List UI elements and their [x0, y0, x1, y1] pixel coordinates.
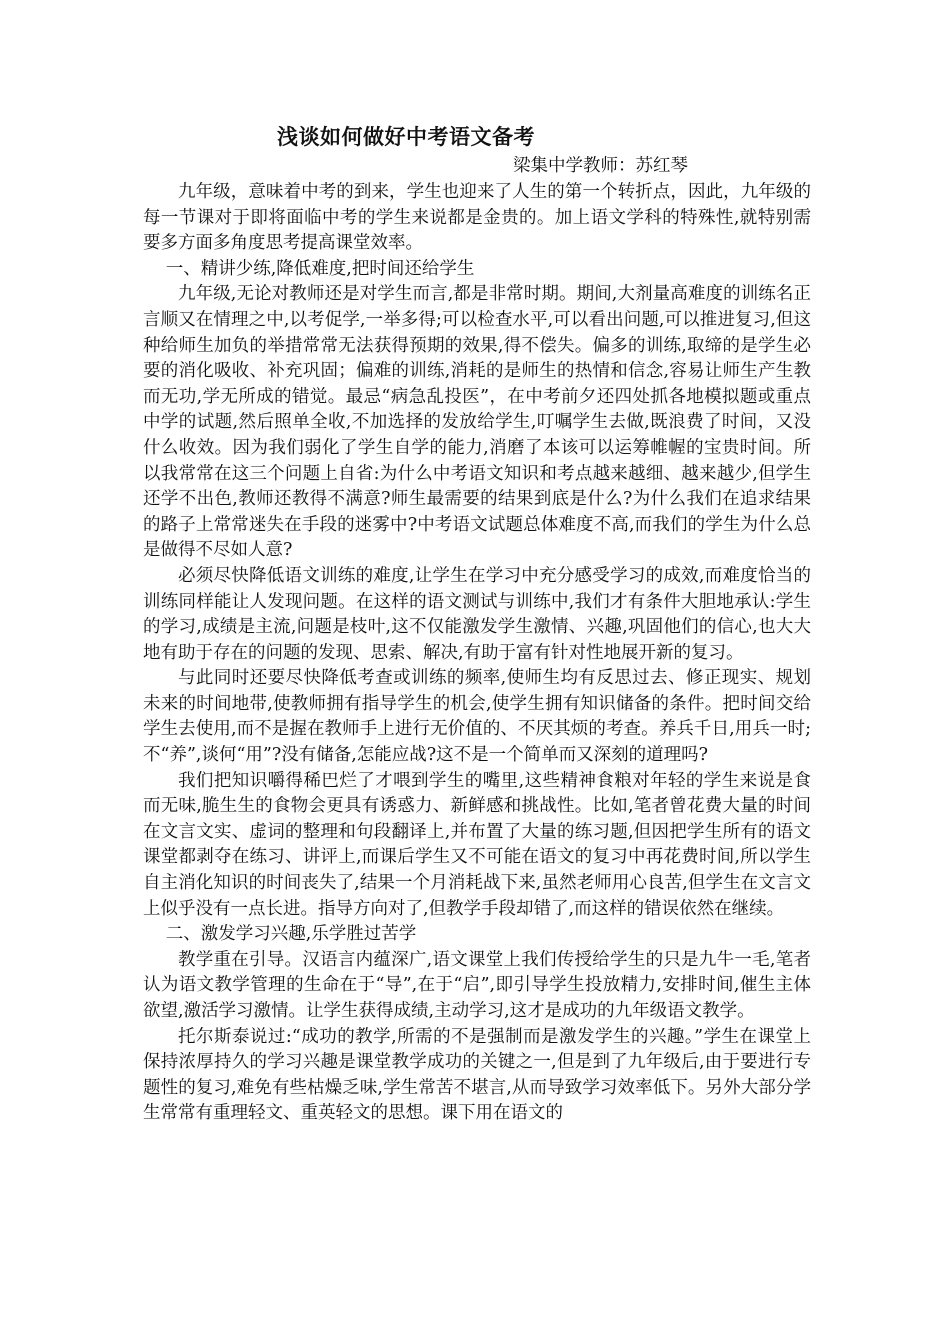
section-1-paragraph-2: 必须尽快降低语文训练的难度,让学生在学习中充分感受学习的成效,而难度恰当的训练同样能让人发现问题。在这样的语文测试与训练中,我们才有条件大胆地承认:学生的学习,成绩是主流,问题是枝叶,这不仅能激发学生激情、兴趣,巩固他们的信心,也大大地有助于存在的问题的发现、思索、解决,有助于富有针对性地展开新的复习。	[143, 565, 811, 663]
document-page	[143, 120, 811, 1127]
section-1-paragraph-3: 与此同时还要尽快降低考查或训练的频率,使师生均有反思过去、修正现实、规划未来的时间地带,使教师拥有指导学生的机会,使学生拥有知识储备的条件。把时间交给学生去使用,而不是握在教师手上进行无价值的、不厌其烦的考查。养兵千日,用兵一时;不“养”,谈何“用”?没有储备,怎能应战?这不是一个简单而又深刻的道理吗?	[143, 668, 811, 766]
section-1-heading: 一、精讲少练,降低难度,把时间还给学生	[165, 258, 475, 279]
section-2-heading: 二、激发学习兴趣,乐学胜过苦学	[165, 924, 417, 945]
section-1-paragraph-1: 九年级,无论对教师还是对学生而言,都是非常时期。期间,大剂量高难度的训练名正言顺又在情理之中,以考促学,一举多得;可以检查水平,可以看出问题,可以推进复习,但这种给师生加负的举措常常无法获得预期的效果,得不偿失。偏多的训练,取缔的是学生必要的消化吸收、补充巩固；偏难的训练,消耗的是师生的热情和信念,容易让师生产生教而无功,学无所成的错觉。最忌“病急乱投医”，在中考前夕还四处抓各地模拟题或重点中学的试题,然后照单全收,不加选择的发放给学生,叮嘱学生去做,既浪费了时间，又没什么收效。因为我们弱化了学生自学的能力,消磨了本该可以运筹帷幄的宝贵时间。所以我常常在这三个问题上自省:为什么中考语文知识和考点越来越细、越来越少,但学生还学不出色,教师还教得不满意?师生最需要的结果到底是什么?为什么我们在追求结果的路子上常常迷失在手段的迷雾中?中考语文试题总体难度不高,而我们的学生为什么总是做得不尽如人意?	[143, 284, 811, 561]
section-2-paragraph-1: 教学重在引导。汉语言内蕴深广,语文课堂上我们传授给学生的只是九牛一毛,笔者认为语文教学管理的生命在于“导”,在于“启”,即引导学生投放精力,安排时间,催生主体欲望,激活学习激情。让学生获得成绩,主动学习,这才是成功的九年级语文教学。	[143, 949, 811, 1021]
intro-paragraph: 九年级，意味着中考的到来，学生也迎来了人生的第一个转折点，因此，九年级的每一节课对于即将面临中考的学生来说都是金贵的。加上语文学科的特殊性,就特别需要多方面多角度思考提高课堂效率。	[143, 182, 811, 254]
author-line: 梁集中学教师：苏红琴	[513, 156, 688, 176]
section-1-paragraph-4: 我们把知识嚼得稀巴烂了才喂到学生的嘴里,这些精神食粮对年轻的学生来说是食而无味,脆生生的食物会更具有诱惑力、新鲜感和挑战性。比如,笔者曾花费大量的时间在文言文实、虚词的整理和句段翻译上,并布置了大量的练习题,但因把学生所有的语文课堂都剥夺在练习、讲评上,而课后学生又不可能在语文的复习中再花费时间,所以学生自主消化知识的时间丧失了,结果一个月消耗战下来,虽然老师用心良苦,但学生在文言文上似乎没有一点长进。指导方向对了,但教学手段却错了,而这样的错误依然在继续。	[143, 770, 811, 919]
section-2-paragraph-2: 托尔斯泰说过:“成功的教学,所需的不是强制而是激发学生的兴趣。”学生在课堂上保持浓厚持久的学习兴趣是课堂教学成功的关键之一,但是到了九年级后,由于要进行专题性的复习,难免有些枯燥乏味,学生常苦不堪言,从而导致学习效率低下。另外大部分学生常常有重理轻文、重英轻文的思想。课下用在语文的	[143, 1026, 811, 1124]
document-title: 浅谈如何做好中考语文备考	[277, 125, 535, 149]
